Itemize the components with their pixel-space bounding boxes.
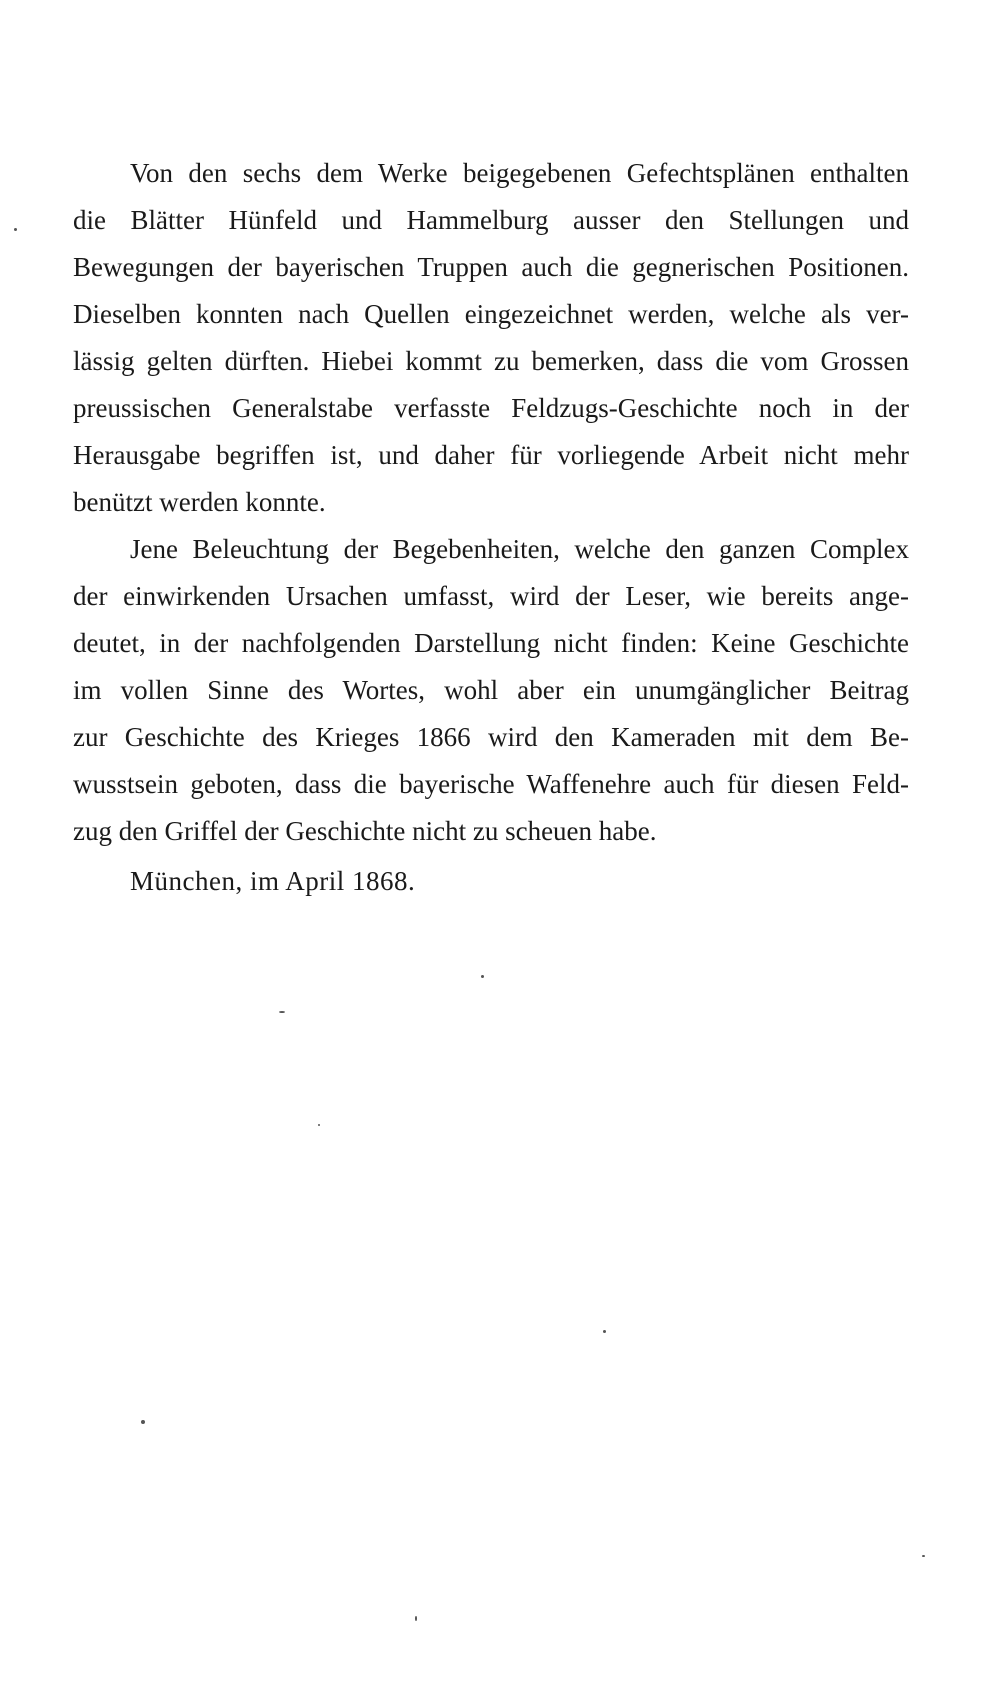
text-line: zug den Griffel der Geschichte nicht zu scheuen habe. <box>73 816 657 846</box>
print-speck <box>603 1330 606 1333</box>
text-line: lässig gelten dürften. Hiebei kommt zu bemerken, dass die vom Grossen <box>73 346 909 376</box>
print-speck <box>141 1420 145 1424</box>
text-line: preussischen Generalstabe verfasste Feldzugs-Geschichte noch in der <box>73 393 909 423</box>
print-speck <box>922 1555 925 1557</box>
paragraph-2 <box>73 526 909 855</box>
text-line: Jene Beleuchtung der Begebenheiten, welche den ganzen Complex <box>130 534 909 564</box>
text-line: Dieselben konnten nach Quellen eingezeichnet werden, welche als ver- <box>73 299 909 329</box>
print-speck <box>481 975 484 978</box>
text-line: der einwirkenden Ursachen umfasst, wird der Leser, wie bereits ange- <box>73 581 909 611</box>
print-speck <box>318 1124 320 1126</box>
text-line: benützt werden konnte. <box>73 487 326 517</box>
paragraph-1 <box>73 150 909 526</box>
signature-dateline: München, im April 1868. <box>130 866 416 896</box>
text-line: die Blätter Hünfeld und Hammelburg ausser den Stellungen und <box>73 205 909 235</box>
text-line: zur Geschichte des Krieges 1866 wird den Kameraden mit dem Be- <box>73 722 909 752</box>
print-speck <box>279 1011 285 1013</box>
text-line: im vollen Sinne des Wortes, wohl aber ein unumgänglicher Beitrag <box>73 675 909 705</box>
body-text <box>73 150 909 855</box>
text-line: deutet, in der nachfolgenden Darstellung nicht finden: Keine Geschichte <box>73 628 909 658</box>
print-speck <box>415 1616 417 1621</box>
text-line: Herausgabe begriffen ist, und daher für vorliegende Arbeit nicht mehr <box>73 440 909 470</box>
text-line: Bewegungen der bayerischen Truppen auch die gegnerischen Positionen. <box>73 252 909 282</box>
text-line: wusstsein geboten, dass die bayerische Waffenehre auch für diesen Feld- <box>73 769 909 799</box>
print-speck <box>14 228 17 231</box>
text-line: Von den sechs dem Werke beigegebenen Gefechtsplänen enthalten <box>130 158 909 188</box>
